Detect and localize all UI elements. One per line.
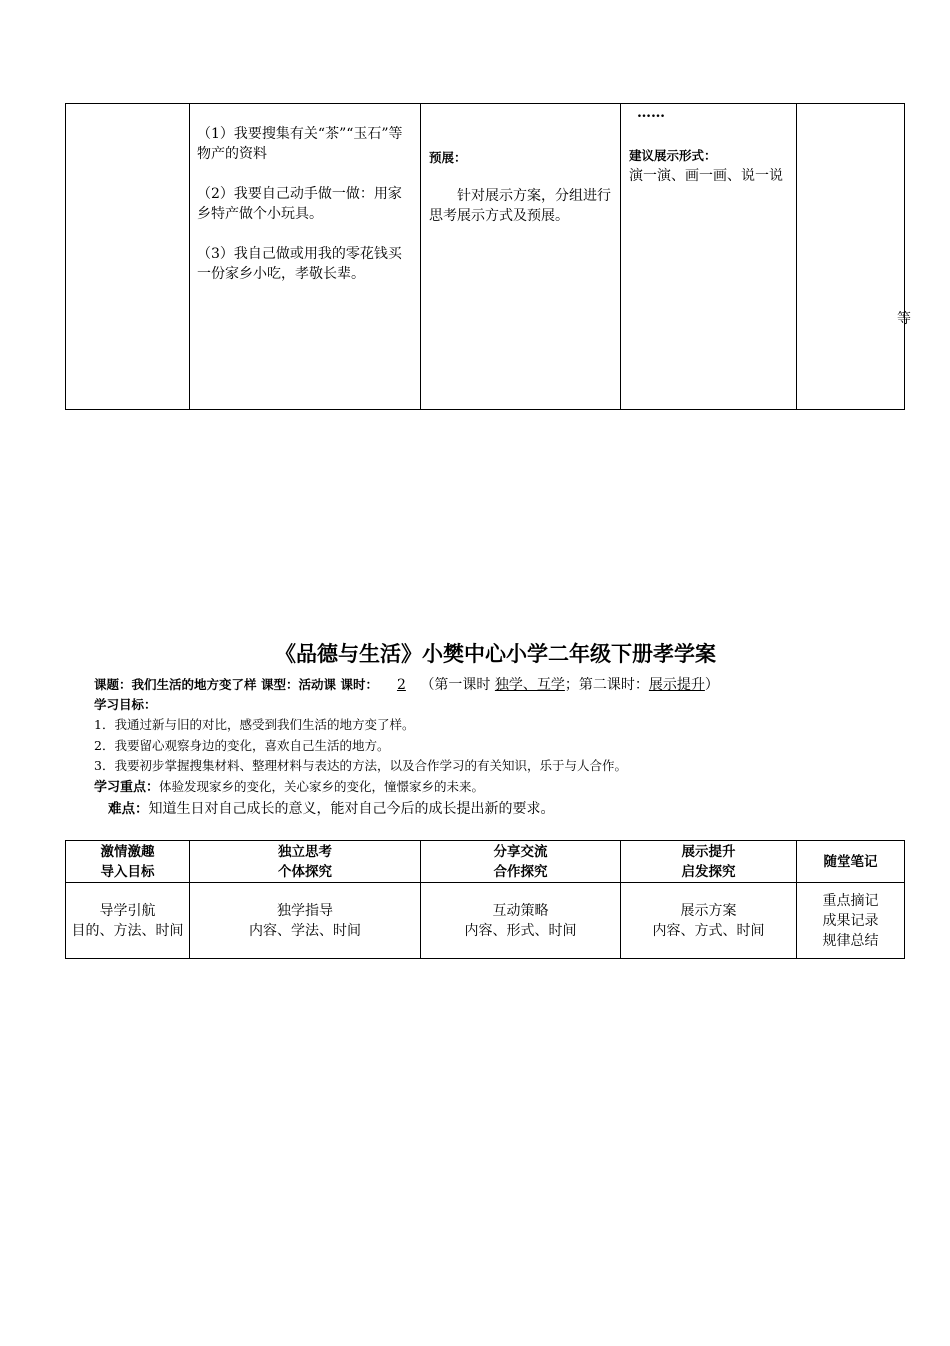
difficulty-text: 知道生日对自己成长的意义，能对自己今后的成长提出新的要求。 <box>148 801 555 817</box>
body-notes <box>797 883 905 959</box>
body-line: 内容、方式、时间 <box>652 922 765 939</box>
activity-table-continued <box>65 103 905 410</box>
body-line: 目的、方法、时间 <box>71 922 184 939</box>
preview-heading: 预展： <box>429 150 467 165</box>
key-points-text: 体验发现家乡的变化，关心家乡的变化，憧憬家乡的未来。 <box>159 779 485 794</box>
col4-cell <box>621 104 797 410</box>
goals-list <box>94 715 627 777</box>
body-line: 内容、学法、时间 <box>249 922 361 939</box>
body-share <box>421 883 621 959</box>
hours-label: 课时： <box>340 677 378 692</box>
header-line: 个体探究 <box>278 863 332 880</box>
body-line: 重点摘记 <box>822 892 879 909</box>
preview-text: 针对展示方案，分组进行思考展示方式及预展。 <box>429 188 611 224</box>
goal-item: 2．我要留心观察身边的变化，喜欢自己生活的地方。 <box>94 737 390 753</box>
type-label: 课型： <box>260 677 299 692</box>
header-display <box>621 841 797 883</box>
header-independent <box>190 841 421 883</box>
second-period-label: ；第二课时： <box>564 677 649 693</box>
header-line: 分享交流 <box>493 843 548 860</box>
topic-value: 我们生活的地方变了样 <box>131 677 257 692</box>
first-period-value: 独学、互学 <box>494 677 565 693</box>
header-line: 独立思考 <box>278 843 332 860</box>
type-value: 活动课 <box>298 677 337 692</box>
display-form-text: 演一演、画一画、说一说 <box>629 168 783 184</box>
col2-cell <box>190 104 421 410</box>
col3-cell <box>421 104 621 410</box>
snack-item: （3）我自己做或用我的零花钱买一份家乡小吃，孝敬长辈。 <box>197 246 402 282</box>
key-points-line <box>94 777 484 798</box>
header-line: 展示提升 <box>681 843 736 860</box>
goals-label: 学习目标： <box>94 697 157 712</box>
header-line: 启发探究 <box>681 863 736 880</box>
key-points-label: 学习重点： <box>94 780 160 795</box>
difficulty-line <box>108 799 555 819</box>
goal-item: 3．我要初步掌握搜集材料、整理材料与表达的方法，以及合作学习的有关知识，乐于与人合作。 <box>94 758 627 773</box>
header-line: 随堂笔记 <box>823 853 878 870</box>
structure-table <box>65 840 905 959</box>
body-line: 独学指导 <box>277 902 333 919</box>
header-share <box>421 841 621 883</box>
topic-label: 课题： <box>94 677 132 692</box>
header-line: 合作探究 <box>493 863 548 880</box>
paren-close: ） <box>704 677 719 693</box>
first-period-label: （第一课时 <box>420 677 491 693</box>
body-line: 展示方案 <box>680 902 737 919</box>
body-line: 互动策略 <box>492 902 549 919</box>
page-title: 《品德与生活》小樊中心小学二年级下册孝学案 <box>275 641 716 666</box>
body-line: 内容、形式、时间 <box>464 922 577 939</box>
make-item: （2）我要自己动手做一做：用家乡特产做个小玩具。 <box>197 186 402 222</box>
difficulty-label: 难点： <box>108 801 149 817</box>
hours-value: 2 <box>396 677 406 693</box>
body-display <box>621 883 797 959</box>
second-period-value: 展示提升 <box>648 677 705 693</box>
collect-item: （1）我要搜集有关“茶”“玉石”等物产的资料 <box>197 126 403 162</box>
header-line: 激情激趣 <box>100 843 155 860</box>
header-notes <box>797 841 905 883</box>
body-line: 规律总结 <box>822 932 879 949</box>
body-line: 导学引航 <box>99 902 156 919</box>
body-line: 成果记录 <box>822 912 879 929</box>
col5-empty-cell <box>797 104 905 410</box>
goal-item: 1．我通过新与旧的对比，感受到我们生活的地方变了样。 <box>94 717 415 732</box>
display-form-heading: 建议展示形式： <box>629 148 717 163</box>
body-intro <box>66 883 190 959</box>
lesson-info-line <box>94 675 719 695</box>
ellipsis-text: …… <box>637 105 665 121</box>
overflow-char: 等 <box>897 311 911 327</box>
col1-empty-cell <box>66 104 190 410</box>
body-independent <box>190 883 421 959</box>
header-intro <box>66 841 190 883</box>
header-line: 导入目标 <box>100 863 155 880</box>
